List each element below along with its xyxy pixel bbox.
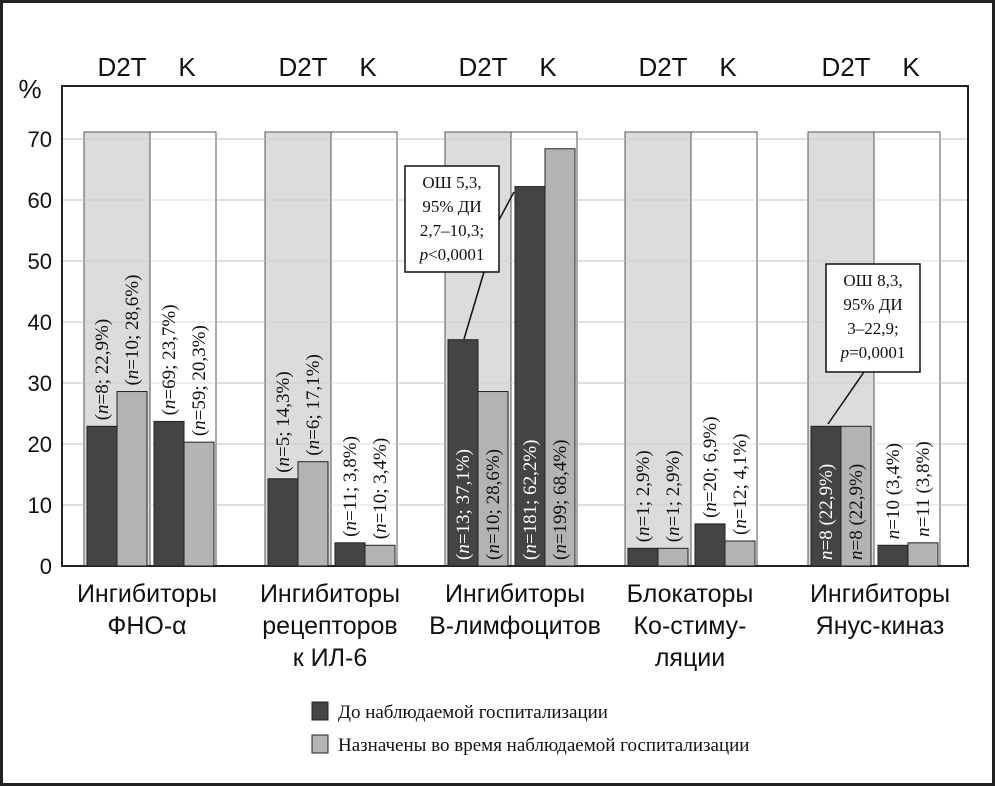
annotation-text: 3–22,9; — [847, 319, 899, 338]
bar-value-label: (n=8; 22,9%) — [92, 318, 113, 421]
bar-k-s0 — [695, 524, 725, 566]
bar-value-label: n=10 (3,4%) — [883, 443, 904, 540]
bar-value-label: (n=199; 68,4%) — [550, 439, 571, 560]
bar-k-s0 — [154, 421, 184, 566]
group-label-k: K — [539, 52, 557, 82]
bar-value-label: (n=13; 37,1%) — [453, 449, 474, 560]
bar-k-s1 — [365, 545, 395, 566]
legend-label: Назначены во время наблюдаемой госпитализации — [338, 735, 750, 756]
bar-d2t-s0 — [268, 479, 298, 566]
category-label: Янус-киназ — [815, 612, 945, 640]
category-label: Блокаторы — [626, 580, 754, 608]
legend-swatch — [312, 735, 328, 753]
bar-d2t-s1 — [298, 462, 328, 566]
bar-k-s0 — [878, 545, 908, 566]
bar-k-s1 — [725, 541, 755, 566]
bar-value-label: (n=10; 28,6%) — [122, 274, 143, 386]
group-label-d2t: D2T — [278, 52, 328, 82]
bar-k-s1 — [908, 543, 938, 566]
y-tick-label: 30 — [27, 371, 52, 396]
category-label: к ИЛ-6 — [292, 644, 368, 672]
category-label: рецепторов — [262, 612, 398, 640]
bar-value-label: (n=5; 14,3%) — [273, 371, 294, 473]
category-label: Ингибиторы — [76, 580, 218, 608]
category-label: Ингибиторы — [809, 580, 951, 608]
annotation-text: p=0,0001 — [840, 343, 906, 362]
category-label: Ингибиторы — [444, 580, 586, 608]
y-tick-label: 60 — [27, 188, 52, 213]
annotation-text: 95% ДИ — [422, 197, 482, 216]
y-tick-label: 10 — [27, 493, 52, 518]
group-label-k: K — [902, 52, 920, 82]
y-tick-label: 0 — [39, 554, 52, 579]
annotation-text: 2,7–10,3; — [419, 221, 485, 240]
group-label-d2t: D2T — [638, 52, 688, 82]
bar-value-label: (n=181; 62,2%) — [520, 439, 541, 560]
annotation-text: ОШ 8,3, — [843, 271, 903, 290]
bar-k-s0 — [335, 543, 365, 566]
y-tick-label: 20 — [27, 432, 52, 457]
group-label-d2t: D2T — [821, 52, 871, 82]
y-axis-label: % — [18, 74, 42, 104]
bar-value-label: (n=10; 28,6%) — [483, 449, 504, 560]
bar-value-label: (n=69; 23,7%) — [159, 304, 180, 416]
annotation-text: p<0,0001 — [419, 245, 485, 264]
bar-value-label: (n=20; 6,9%) — [700, 416, 721, 518]
bar-value-label: (n=1; 2,9%) — [663, 450, 684, 543]
bar-value-label: (n=10; 3,4%) — [370, 437, 391, 540]
category-label: Ингибиторы — [259, 580, 401, 608]
category-label: Ко-стиму- — [633, 612, 747, 640]
bar-value-label: (n=12; 4,1%) — [730, 433, 751, 535]
bar-k-s1 — [184, 442, 214, 566]
bar-d2t-s0 — [87, 426, 117, 566]
bar-value-label: (n=1; 2,9%) — [633, 450, 654, 543]
y-tick-label: 40 — [27, 310, 52, 335]
group-label-k: K — [178, 52, 196, 82]
bar-d2t-s1 — [658, 548, 688, 566]
bar-value-label: n=11 (3,8%) — [913, 441, 934, 537]
category-label: ФНО-α — [107, 612, 187, 640]
bar-d2t-s0 — [628, 548, 658, 566]
y-tick-label: 70 — [27, 127, 52, 152]
bar-value-label: (n=6; 17,1%) — [303, 354, 324, 456]
category-label: ляции — [654, 644, 726, 672]
legend-label: До наблюдаемой госпитализации — [338, 702, 608, 723]
bar-value-label: (n=11; 3,8%) — [340, 436, 361, 537]
group-label-d2t: D2T — [458, 52, 508, 82]
bar-value-label: n=8 (22,9%) — [846, 463, 867, 560]
legend-swatch — [312, 702, 328, 720]
bar-value-label: n=8 (22,9%) — [816, 463, 837, 560]
bar-d2t-s1 — [117, 392, 147, 566]
y-tick-label: 50 — [27, 249, 52, 274]
category-label: B-лимфоцитов — [429, 612, 601, 640]
group-label-d2t: D2T — [97, 52, 147, 82]
group-label-k: K — [719, 52, 737, 82]
annotation-text: ОШ 5,3, — [422, 173, 482, 192]
bar-value-label: (n=59; 20,3%) — [189, 325, 210, 437]
annotation-text: 95% ДИ — [843, 295, 903, 314]
group-label-k: K — [359, 52, 377, 82]
